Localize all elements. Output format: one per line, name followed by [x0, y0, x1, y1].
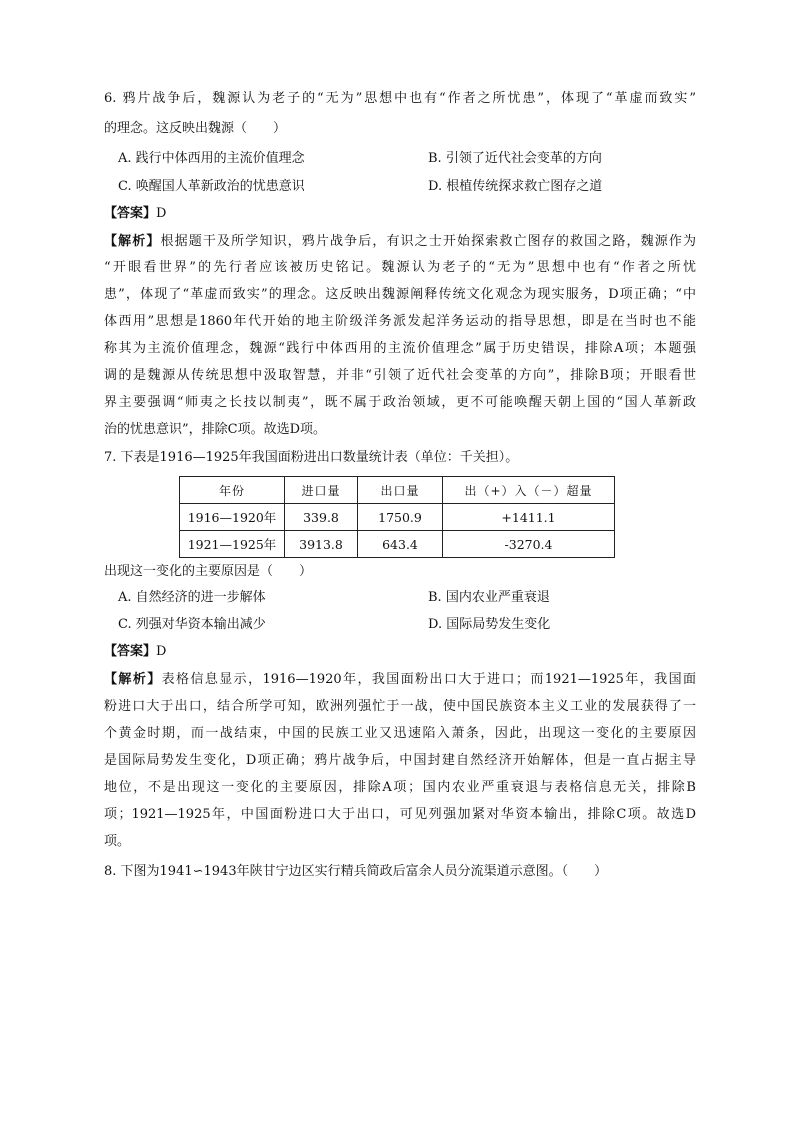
q8-stem: 8. 下图为1941∽1943年陕甘宁边区实行精兵简政后富余人员分流渠道示意图。（ ） [104, 864, 608, 879]
q6-analysis-line-8: 治的忧患意识”，排除C项。故选D项。 [104, 422, 327, 437]
table-cell-year: 1916—1920年 [180, 504, 285, 531]
table-cell-balance: -3270.4 [443, 531, 615, 558]
q6-option-a: A. 践行中体西用的主流价值理念 [118, 151, 305, 166]
q6-option-d: D. 根植传统探求救亡图存之道 [428, 179, 603, 194]
q6-stem-line-2: 的理念。这反映出魏源（ ） [104, 121, 287, 136]
table-cell-export: 643.4 [358, 531, 443, 558]
q6-stem-line-1: 6. 鸦片战争后，魏源认为老子的“无为”思想中也有“作者之所忧患”，体现了“革虚而致实” [104, 91, 696, 106]
q7-stem: 7. 下表是1916—1925年我国面粉进出口数量统计表（单位：千关担）。 [104, 450, 519, 465]
q7-analysis-tag: 【解析】 [104, 672, 162, 687]
table-row [180, 531, 615, 558]
table-header-export: 出口量 [358, 477, 443, 504]
table-header-row [180, 477, 615, 504]
q6-analysis-line-3: 患”，体现了“革虚而致实”的理念。这反映出魏源阐释传统文化观念为现实服务，D项正确；“中 [104, 287, 696, 302]
q6-analysis-line-4: 体西用”思想是1860年代开始的地主阶级洋务派发起洋务运动的指导思想，即是在当时也不能 [104, 314, 696, 329]
q6-analysis-text-1: 根据题干及所学知识，鸦片战争后，有识之士开始探索救亡图存的救国之路，魏源作为 [160, 234, 696, 249]
table-cell-import: 339.8 [285, 504, 358, 531]
q7-analysis-line-2: 粉进口大于出口，结合所学可知，欧洲列强忙于一战，使中国民族资本主义工业的发展获得了一 [104, 699, 696, 714]
q6-analysis-line-5: 称其为主流价值理念，魏源“践行中体西用的主流价值理念”属于历史错误，排除A项；本题强 [104, 341, 696, 356]
q7-analysis-line-4: 是国际局势发生变化，D项正确；鸦片战争后，中国封建自然经济开始解体，但是一直占据主导 [104, 753, 696, 768]
q6-analysis-line-7: 界主要强调“师夷之长技以制夷”，既不属于政治领域，更不可能唤醒天朝上国的“国人革新政 [104, 395, 696, 410]
q6-analysis-tag: 【解析】 [104, 234, 161, 249]
q7-analysis-line-7: 项。 [104, 834, 131, 849]
q7-answer [104, 641, 696, 663]
table-cell-year: 1921—1925年 [180, 531, 285, 558]
q7-analysis-line-3: 个黄金时期，而一战结束，中国的民族工业又迅速陷入萧条，因此，出现这一变化的主要原因 [104, 726, 696, 741]
table-header-balance: 出（+）入（－）超量 [443, 477, 615, 504]
q7-data-table [179, 476, 615, 558]
table-cell-import: 3913.8 [285, 531, 358, 558]
q7-option-b: B. 国内农业严重衰退 [428, 590, 550, 605]
q6-analysis-line-6: 调的是魏源从传统思想中汲取智慧，并非“引领了近代社会变革的方向”，排除B项；开眼看世 [104, 368, 696, 383]
q6-analysis-line-2: “开眼看世界”的先行者应该被历史铭记。魏源认为老子的“无为”思想中也有“作者之所忧 [104, 260, 696, 275]
q6-option-b: B. 引领了近代社会变革的方向 [428, 151, 602, 166]
table-header-import: 进口量 [285, 477, 358, 504]
table-header-year: 年份 [180, 477, 285, 504]
q7-answer-tag: 【答案】 [104, 644, 157, 659]
q7-answer-value: D [156, 644, 167, 659]
q7-analysis-text-1: 表格信息显示，1916—1920年，我国面粉出口大于进口；而1921—1925年，我国面 [161, 672, 696, 687]
q7-option-d: D. 国际局势发生变化 [428, 617, 551, 632]
q6-analysis-line-1 [104, 231, 696, 253]
table-cell-balance: +1411.1 [443, 504, 615, 531]
q7-analysis-line-1 [104, 669, 696, 691]
table-cell-export: 1750.9 [358, 504, 443, 531]
q7-option-c: C. 列强对华资本输出减少 [118, 617, 266, 632]
q6-answer-tag: 【答案】 [104, 206, 157, 221]
table-row [180, 504, 615, 531]
q7-option-a: A. 自然经济的进一步解体 [118, 590, 266, 605]
q7-analysis-line-6: 项；1921—1925年，中国面粉进口大于出口，可见列强加紧对华资本输出，排除C项。故选D [104, 807, 696, 822]
q6-answer [104, 203, 696, 225]
q7-question: 出现这一变化的主要原因是（ ） [104, 564, 313, 579]
q7-analysis-line-5: 地位，不是出现这一变化的主要原因，排除A项；国内农业严重衰退与表格信息无关，排除B [104, 780, 696, 795]
q6-option-c: C. 唤醒国人革新政治的忧患意识 [118, 179, 305, 194]
q6-answer-value: D [156, 206, 167, 221]
